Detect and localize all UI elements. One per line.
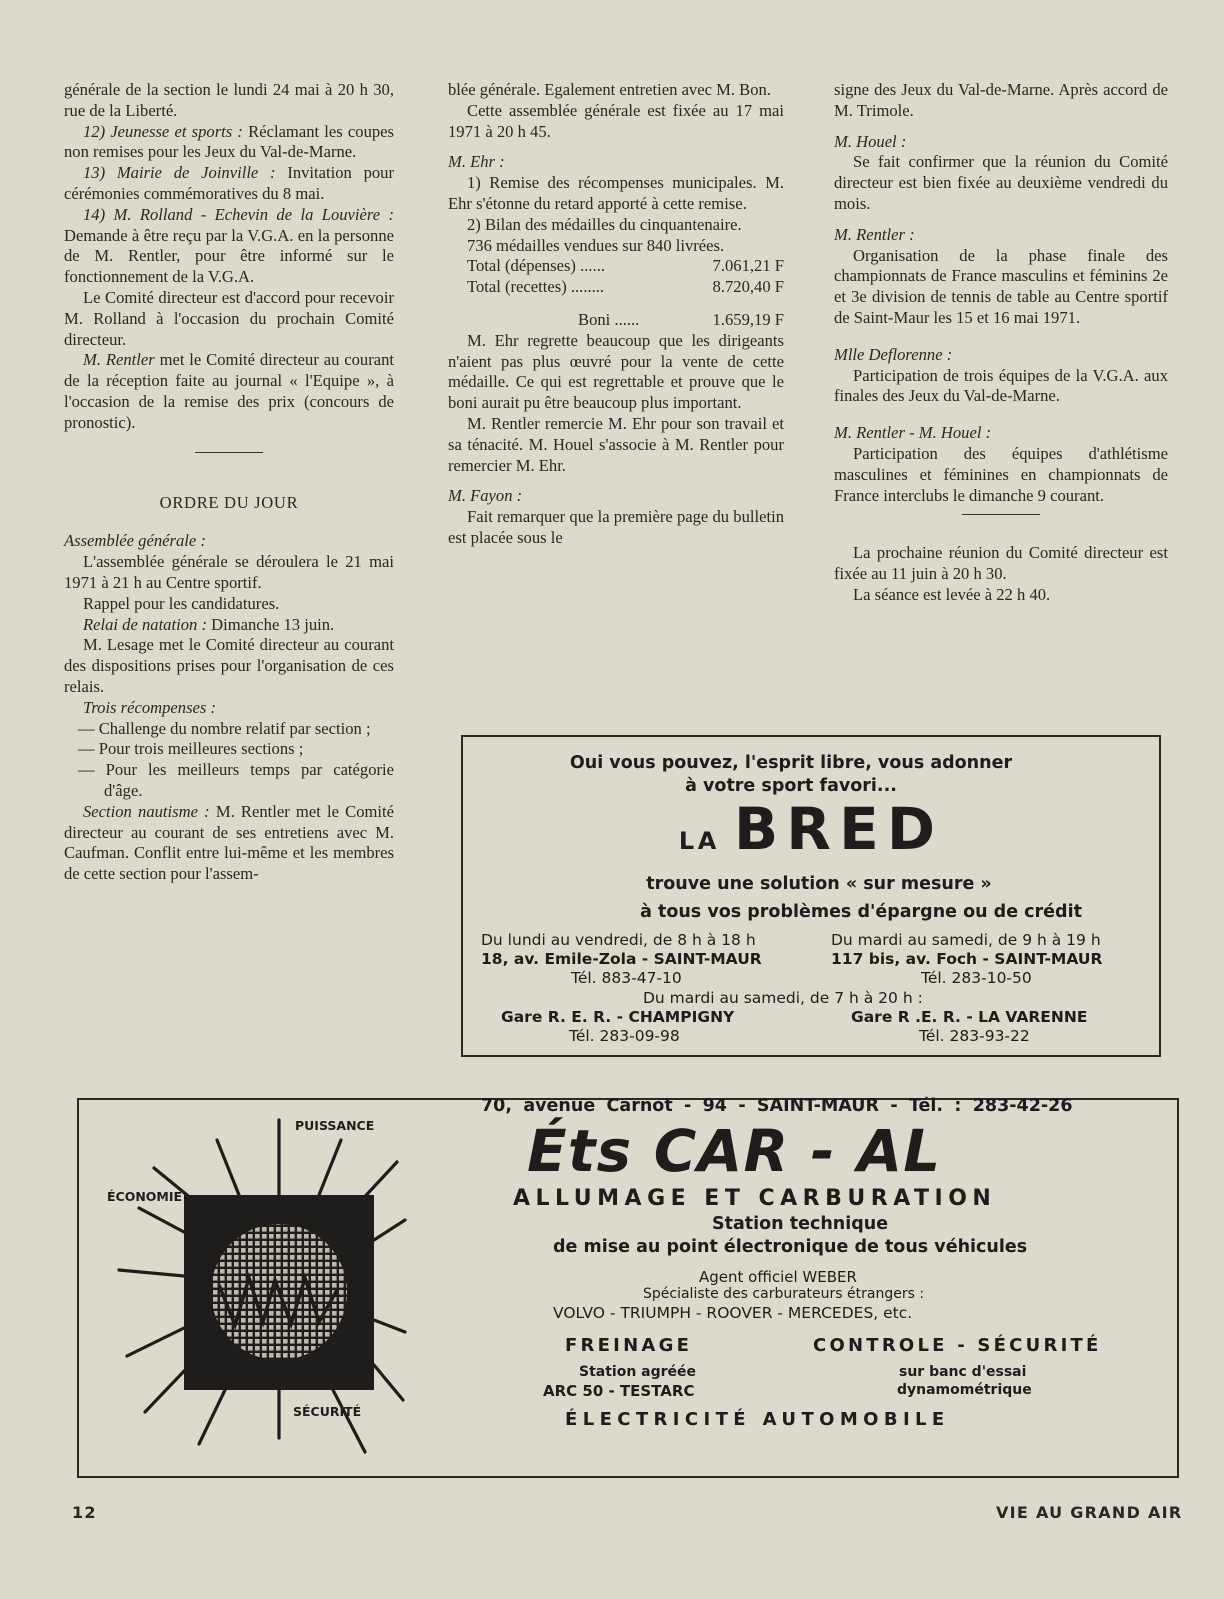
paragraph: L'assemblée générale se déroulera le 21 mai 1971 à 21 h au Centre sportif.: [64, 552, 394, 592]
bred-branch-3: Gare R. E. R. - CHAMPIGNY Tél. 283-09-98: [501, 1008, 735, 1045]
sunburst-logo-icon: [79, 1100, 409, 1476]
bred-branch-1: Du lundi au vendredi, de 8 h à 18 h 18, av. Emile-Zola - SAINT-MAUR Tél. 883-47-10: [481, 931, 762, 987]
paragraph: M. Rentler remercie M. Ehr pour son travail et sa ténacité. M. Houel s'associe à M. Rentler pour remercier M. Ehr.: [448, 413, 784, 475]
paragraph: blée générale. Egalement entretien avec M. Bon.: [448, 80, 771, 99]
caral-advertisement: [77, 1098, 1179, 1478]
paragraph: Se fait confirmer que la réunion du Comité directeur est bien fixée au deuxième vendredi du mois.: [834, 152, 1168, 213]
total-receipts-row: Total (recettes) ........ 8.720,40 F: [467, 277, 784, 297]
logo-label-securite: SÉCURITÉ: [293, 1404, 362, 1419]
paragraph: 14) M. Rolland - Echevin de la Louvière : Demande à être reçu par la V.G.A. en la personne de M. Rentler, pour être informé sur le fonctionnement de la V.G.A.: [64, 204, 394, 287]
section-heading: ORDRE DU JOUR: [159, 492, 299, 512]
bred-branch-2: Du mardi au samedi, de 9 h à 19 h 117 bis, av. Foch - SAINT-MAUR Tél. 283-10-50: [831, 931, 1103, 987]
total-expenses-row: Total (dépenses) ...... 7.061,21 F: [467, 256, 784, 276]
paragraph: 1) Remise des récompenses municipales. M. Ehr s'étonne du retard apporté à cette remise.: [448, 173, 784, 213]
bred-tagline-2: à votre sport favori...: [685, 776, 897, 796]
column-1: [64, 80, 394, 885]
paragraph: La séance est levée à 22 h 40.: [853, 584, 1051, 604]
page-number: 12: [72, 1503, 97, 1522]
column-2: [448, 80, 784, 549]
divider: [962, 514, 1040, 515]
column-3: [834, 80, 1168, 606]
caral-service: ALLUMAGE ET CARBURATION: [513, 1186, 997, 1211]
bred-slogan-1: trouve une solution « sur mesure »: [646, 874, 992, 894]
paragraph: Fait remarquer que la première page du bulletin est placée sous le: [448, 507, 784, 547]
paragraph: 2) Bilan des médailles du cinquantenaire.: [467, 214, 742, 234]
logo-label-economie: ÉCONOMIE: [107, 1189, 183, 1204]
bred-logo: LA BRED: [678, 795, 944, 863]
paragraph: M. Rentler met le Comité directeur au courant de la réception faite au journal « l'Equipe », à l'occasion de la remise des prix (concours de pronostic).: [64, 350, 394, 432]
paragraph: Cette assemblée générale est fixée au 17 mai 1971 à 20 h 45.: [448, 100, 784, 141]
publication-name: VIE AU GRAND AIR: [996, 1503, 1183, 1522]
paragraph: Organisation de la phase finale des championnats de France masculins et féminins 2e et 3e division de tennis de table au Centre sportif de Saint-Maur les 15 et 16 mai 1971.: [834, 245, 1168, 327]
paragraph: M. Ehr regrette beaucoup que les dirigeants n'aient pas plus œuvré pour la vente de cette médaille. Ce qui est regrettable et prouve que le boni aurait pu être beaucoup plus important.: [448, 330, 784, 413]
speaker-label: M. Rentler :: [834, 224, 915, 244]
speaker-label: M. Houel :: [834, 131, 907, 151]
paragraph: La prochaine réunion du Comité directeur est fixée au 11 juin à 20 h 30.: [834, 543, 1168, 584]
caral-controle-sub-1: sur banc d'essai: [899, 1364, 1027, 1380]
logo-label-puissance: PUISSANCE: [295, 1118, 375, 1133]
paragraph: Le Comité directeur est d'accord pour recevoir M. Rolland à l'occasion du prochain Comité directeur.: [64, 287, 394, 349]
list-item: — Pour les meilleurs temps par catégorie d'âge.: [78, 760, 394, 800]
bred-shared-hours: Du mardi au samedi, de 7 h à 20 h :: [643, 989, 923, 1007]
caral-freinage: FREINAGE: [565, 1335, 693, 1356]
list-item: — Challenge du nombre relatif par section ;: [78, 718, 371, 738]
subheading: Assemblée générale :: [64, 531, 206, 551]
paragraph: Section nautisme : M. Rentler met le Comité directeur au courant de ses entretiens avec M. Caufman. Conflit entre lui-même et les membres de cette section pour l'assem-: [64, 801, 394, 884]
caral-brands: VOLVO - TRIUMPH - ROOVER - MERCEDES, etc.: [553, 1304, 913, 1322]
speaker-label: M. Ehr :: [448, 152, 505, 172]
paragraph: 13) Mairie de Joinville : Invitation pour cérémonies commémoratives du 8 mai.: [64, 163, 394, 203]
caral-electricite: ÉLECTRICITÉ AUTOMOBILE: [565, 1409, 950, 1430]
bred-slogan-2: à tous vos problèmes d'épargne ou de crédit: [640, 902, 1082, 922]
list-item: — Pour trois meilleures sections ;: [78, 739, 304, 759]
bred-advertisement: [461, 735, 1161, 1057]
speaker-label: M. Rentler - M. Houel :: [834, 423, 992, 443]
paragraph: 12) Jeunesse et sports : Réclamant les coupes non remises pour les Jeux du Val-de-Marne.: [64, 121, 395, 162]
paragraph: Participation des équipes d'athlétisme masculines et féminines en championnats de France interclubs le dimanche 9 courant.: [834, 443, 1168, 505]
caral-agent: Agent officiel WEBER: [699, 1268, 857, 1286]
caral-controle: CONTROLE - SÉCURITÉ: [813, 1335, 1102, 1356]
caral-station-1: Station technique: [712, 1214, 889, 1234]
paragraph: 736 médailles vendues sur 840 livrées.: [467, 235, 725, 255]
caral-controle-sub-2: dynamométrique: [897, 1382, 1032, 1398]
paragraph: Relai de natation : Dimanche 13 juin.: [83, 614, 335, 634]
paragraph: M. Lesage met le Comité directeur au courant des dispositions prises pour l'organisation de ces relais.: [64, 635, 394, 696]
caral-freinage-sub-1: Station agréée: [579, 1364, 697, 1380]
bred-branch-4: Gare R .E. R. - LA VARENNE Tél. 283-93-22: [851, 1008, 1088, 1045]
paragraph: Rappel pour les candidatures.: [83, 593, 280, 613]
speaker-label: M. Fayon :: [448, 486, 523, 506]
caral-station-2: de mise au point électronique de tous véhicules: [553, 1237, 1028, 1257]
bred-tagline-1: Oui vous pouvez, l'esprit libre, vous adonner: [569, 753, 1013, 773]
divider: [195, 452, 263, 453]
caral-specialist: Spécialiste des carburateurs étrangers :: [643, 1286, 925, 1302]
paragraph: générale de la section le lundi 24 mai à 20 h 30, rue de la Liberté.: [64, 80, 394, 120]
speaker-label: Mlle Deflorenne :: [834, 344, 953, 364]
boni-row: Boni ...... 1.659,19 F: [578, 309, 784, 329]
caral-name: Éts CAR - AL: [527, 1117, 942, 1185]
caral-address: 70, avenue Carnot - 94 - SAINT-MAUR - Tél. : 283-42-26: [481, 1096, 1073, 1116]
caral-freinage-sub-2: ARC 50 - TESTARC: [543, 1382, 695, 1400]
paragraph: signe des Jeux du Val-de-Marne. Après accord de M. Trimole.: [834, 80, 1168, 120]
subheading: Trois récompenses :: [83, 697, 217, 717]
paragraph: Participation de trois équipes de la V.G.A. aux finales des Jeux du Val-de-Marne.: [834, 365, 1168, 406]
